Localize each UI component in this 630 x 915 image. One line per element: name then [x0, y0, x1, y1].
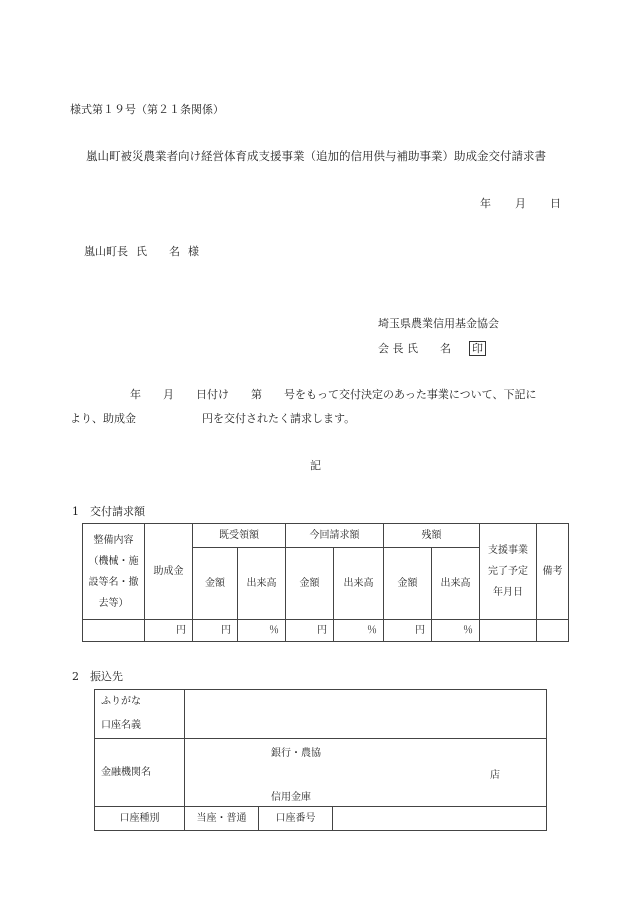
seal-mark: 印: [469, 341, 486, 356]
remaining-amount-header: 金額: [384, 548, 432, 620]
addressee-office: 嵐山町長: [84, 245, 128, 258]
document-title: 嵐山町被災農業者向け経営体育成支援事業（追加的信用供与補助事業）助成金交付請求書: [86, 149, 546, 163]
received-amount-header: 金額: [193, 548, 238, 620]
date-day: 日: [550, 197, 561, 210]
requester-org: 埼玉県農業信用基金協会: [378, 317, 499, 330]
account-name-label: [95, 690, 185, 739]
section2-heading: 2 振込先: [72, 670, 123, 683]
col-item-header: 整備内容 （機械・施 設等名・撤 去等）: [83, 524, 145, 620]
body-line-1: 年 月 日付け 第 号をもって交付決定のあった事業について、下記に: [130, 388, 537, 401]
addressee-name-label: 氏 名: [136, 245, 180, 258]
account-number-label: 口座番号: [259, 807, 333, 831]
current-progress-header: 出来高: [334, 548, 384, 620]
section1-heading: 1 交付請求額: [72, 505, 145, 518]
grant-cell[interactable]: 円: [145, 620, 193, 642]
received-amount-cell[interactable]: 円: [193, 620, 238, 642]
addressee: [84, 246, 199, 257]
completion-date-cell[interactable]: [480, 620, 537, 642]
col-current-header: 今回請求額: [286, 524, 384, 548]
remaining-progress-cell[interactable]: ％: [432, 620, 480, 642]
shinkin-label: 信用金庫: [271, 792, 311, 803]
transfer-account-table: [94, 689, 547, 831]
institution-field[interactable]: [185, 739, 547, 807]
institution-label: 金融機関名: [95, 739, 185, 807]
account-type-label: 口座種別: [95, 807, 185, 831]
col-completion-header: 支援事業 完了予定 年月日: [480, 524, 537, 620]
col-received-header: 既受領額: [193, 524, 286, 548]
remaining-amount-cell[interactable]: 円: [384, 620, 432, 642]
date-year: 年: [480, 197, 491, 210]
col-remaining-header: 残額: [384, 524, 480, 548]
current-amount-header: 金額: [286, 548, 334, 620]
account-type-value[interactable]: 当座・普通: [185, 807, 259, 831]
received-progress-cell[interactable]: ％: [238, 620, 286, 642]
current-amount-cell[interactable]: 円: [286, 620, 334, 642]
account-name-field[interactable]: [185, 690, 547, 739]
remarks-cell[interactable]: [537, 620, 569, 642]
request-amount-table: [82, 523, 569, 642]
requester-name-label: 会 長 氏 名: [378, 342, 451, 355]
addressee-honorific: 様: [188, 245, 199, 258]
form-number: 様式第１９号（第２１条関係）: [70, 103, 224, 116]
col-remarks-header: 備考: [537, 524, 569, 620]
requester-name-line: [378, 341, 486, 356]
furigana-label: ふりがな: [101, 696, 141, 707]
date-line: [480, 198, 561, 209]
body-line-2: より、助成金 円を交付されたく請求します。: [70, 412, 356, 425]
received-progress-header: 出来高: [238, 548, 286, 620]
date-month: 月: [515, 197, 526, 210]
account-holder-label: 口座名義: [101, 720, 141, 731]
item-cell[interactable]: [83, 620, 145, 642]
col-grant-header: 助成金: [145, 524, 193, 620]
remaining-progress-header: 出来高: [432, 548, 480, 620]
account-number-field[interactable]: [333, 807, 547, 831]
bank-label: 銀行・農協: [271, 748, 321, 759]
ki-heading: 記: [310, 459, 321, 472]
branch-label: 店: [490, 770, 501, 781]
current-progress-cell[interactable]: ％: [334, 620, 384, 642]
